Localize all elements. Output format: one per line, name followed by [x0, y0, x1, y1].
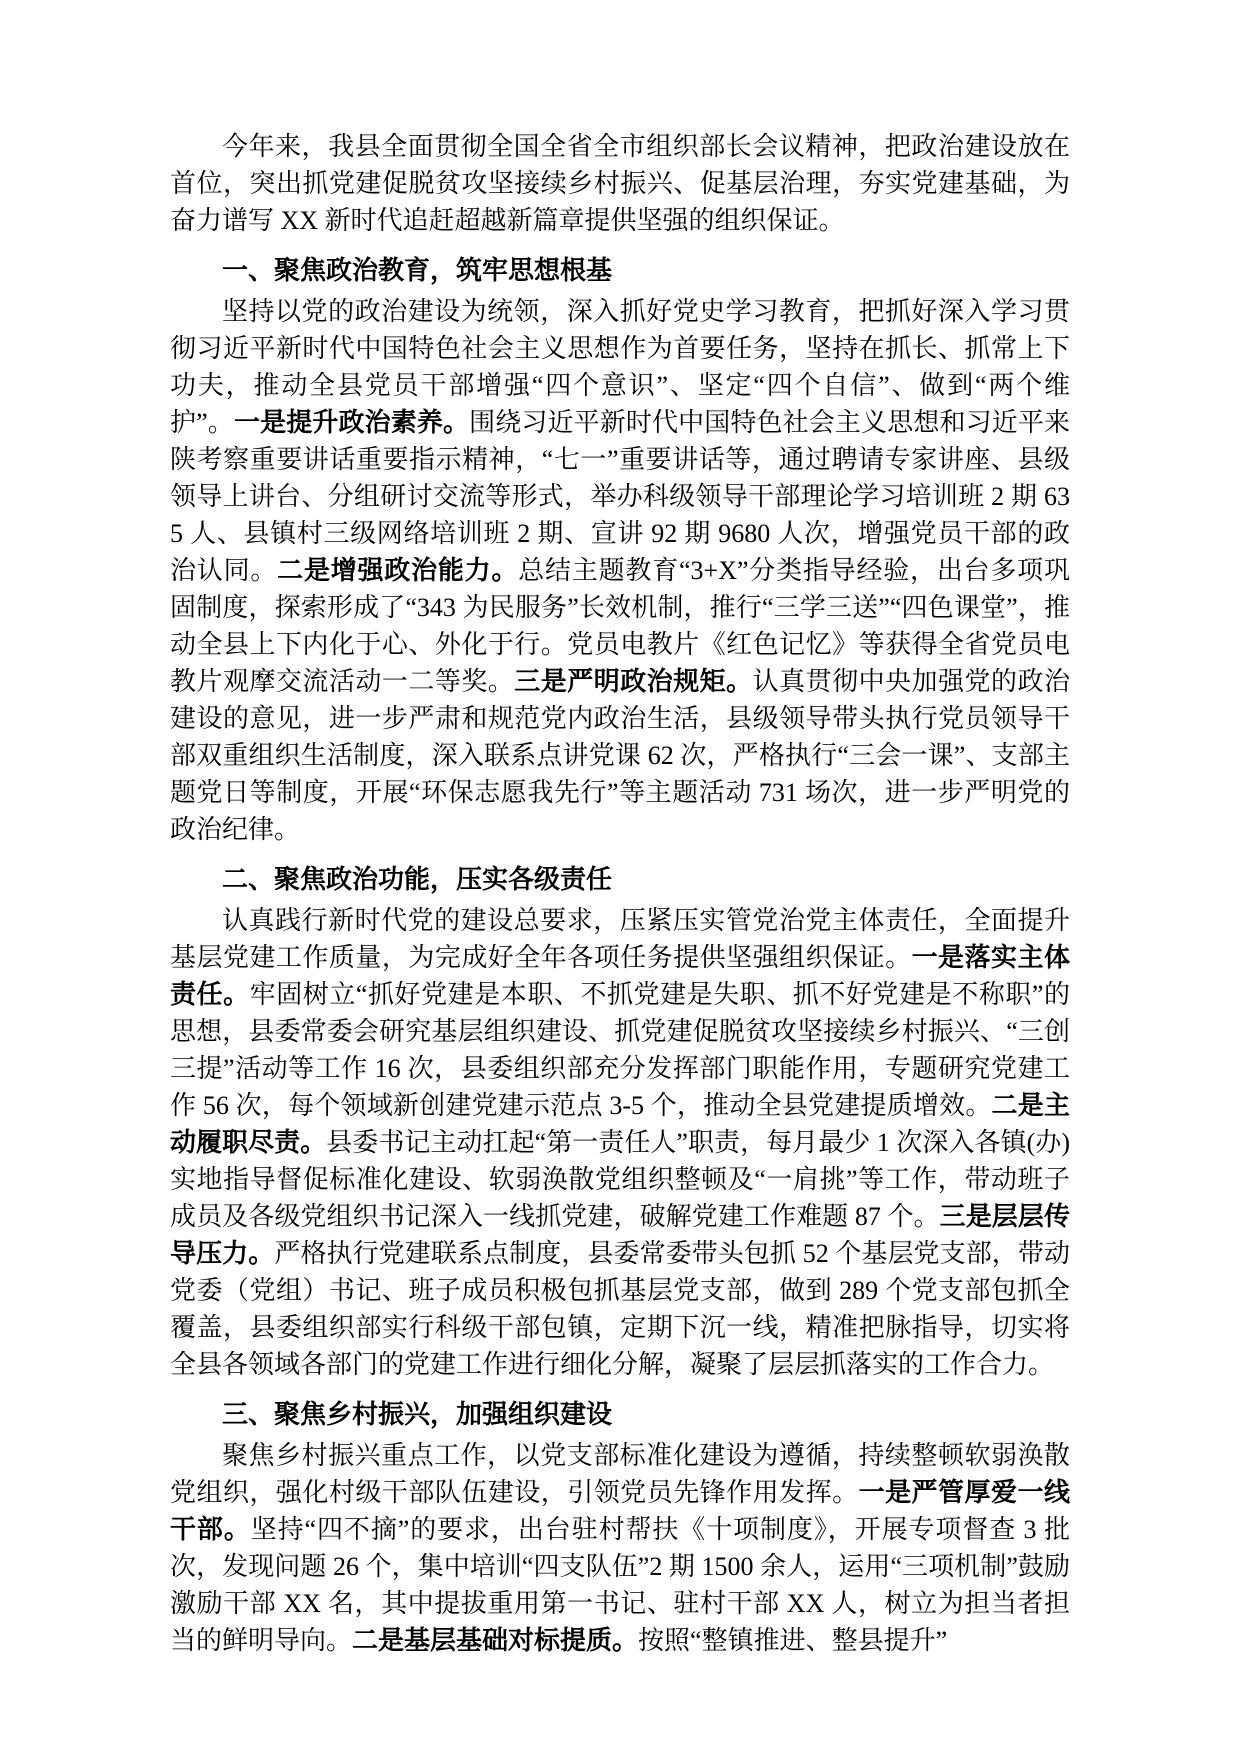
text-run: 总结主题教育“3+X”分类指导经验，出台多项巩固制度，探索形成了“343 为民服务”长效机制，推行“三学三送”“四色课堂”，推动全县上下内化于心、外化于行。党员电教片《红色记忆》等获得全省党员电教片观摩交流活动一二等奖。 [170, 556, 1070, 696]
text-run: 今年来，我县全面贯彻全国全省全市组织部长会议精神，把政治建设放在首位，突出抓党建促脱贫攻坚接续乡村振兴、促基层治理，夯实党建基础，为奋力谱写 XX 新时代追赶超越新篇章提供坚强的组织保证。 [170, 132, 1070, 235]
text-run: 坚持以党的政治建设为统领，深入抓好党史学习教育，把抓好深入学习贯彻习近平新时代中国特色社会主义思想作为首要任务，坚持在抓长、抓常上下功夫，推动全县党员干部增强“四个意识”、坚定“四个自信”、做到“两个维护”。 [170, 297, 1070, 437]
bold-text-run: 三是严明政治规矩。 [514, 667, 753, 696]
bold-text-run: 二、聚焦政治功能，压实各级责任 [222, 865, 613, 894]
text-run: 认真践行新时代党的建设总要求，压紧压实管党治党主体责任，全面提升基层党建工作质量，为完成好全年各项任务提供坚强组织保证。 [170, 906, 1070, 972]
bold-text-run: 一、聚焦政治教育，筑牢思想根基 [222, 256, 613, 285]
bold-text-run: 二是主动履职尽责。 [170, 1091, 1070, 1157]
text-run: 围绕习近平新时代中国特色社会主义思想和习近平来陕考察重要讲话重要指示精神，“七一”重要讲话等，通过聘请专家讲座、县级领导上讲台、分组研讨交流等形式，举办科级领导干部理论学习培训班 2 期 635 人、县镇村三级网络培训班 2 期、宣讲 92 期 9680 人次，增强党员干部的政治认同。 [170, 408, 1070, 585]
section-heading [170, 1396, 1070, 1433]
text-run: 按照“整镇推进、整县提升” [638, 1626, 948, 1655]
bold-text-run: 三是层层传导压力。 [170, 1202, 1070, 1268]
bold-text-run: 二是增强政治能力。 [277, 556, 519, 585]
text-run: 严格执行党建联系点制度，县委常委带头包抓 52 个基层党支部，带动党委（党组）书记、班子成员积极包抓基层党支部，做到 289 个党支部包抓全覆盖，县委组织部实行科级干部包镇，定期下沉一线，精准把脉指导，切实将全县各领域各部门的党建工作进行细化分解，凝聚了层层抓落实的工作合力。 [170, 1239, 1070, 1379]
text-run: 县委书记主动扛起“第一责任人”职责，每月最少 1 次深入各镇(办)实地指导督促标准化建设、软弱涣散党组织整顿及“一肩挑”等工作，带动班子成员及各级党组织书记深入一线抓党建，破解党建工作难题 87 个。 [170, 1128, 1070, 1231]
body-paragraph [170, 128, 1070, 239]
text-run: 聚焦乡村振兴重点工作，以党支部标准化建设为遵循，持续整顿软弱涣散党组织，强化村级干部队伍建设，引领党员先锋作用发挥。 [170, 1441, 1070, 1507]
bold-text-run: 一是落实主体责任。 [170, 943, 1070, 1009]
section-heading [170, 861, 1070, 898]
body-paragraph [170, 1437, 1070, 1659]
body-paragraph [170, 902, 1070, 1383]
bold-text-run: 二是基层基础对标提质。 [352, 1626, 639, 1655]
body-paragraph [170, 293, 1070, 848]
bold-text-run: 三、聚焦乡村振兴，加强组织建设 [222, 1400, 613, 1429]
text-run: 牢固树立“抓好党建是本职、不抓党建是失职、抓不好党建是不称职”的思想，县委常委会研究基层组织建设、抓党建促脱贫攻坚接续乡村振兴、“三创三提”活动等工作 16 次，县委组织部充分发挥部门职能作用，专题研究党建工作 56 次，每个领域新创建党建示范点 3-5 个，推动全县党建提质增效。 [170, 980, 1070, 1120]
text-run: 坚持“四不摘”的要求，出台驻村帮扶《十项制度》，开展专项督查 3 批次，发现问题 26 个，集中培训“四支队伍”2 期 1500 余人，运用“三项机制”鼓励激励干部 XX 名，其中提拔重用第一书记、驻村干部 XX 人，树立为担当者担当的鲜明导向。 [170, 1515, 1070, 1655]
bold-text-run: 一是严管厚爱一线干部。 [170, 1478, 1070, 1544]
section-heading [170, 252, 1070, 289]
document-body [170, 128, 1070, 1659]
text-run: 认真贯彻中央加强党的政治建设的意见，进一步严肃和规范党内政治生活，县级领导带头执行党员领导干部双重组织生活制度，深入联系点讲党课 62 次，严格执行“三会一课”、支部主题党日等制度，开展“环保志愿我先行”等主题活动 731 场次，进一步严明党的政治纪律。 [170, 667, 1070, 844]
bold-text-run: 一是提升政治素养。 [233, 408, 470, 437]
